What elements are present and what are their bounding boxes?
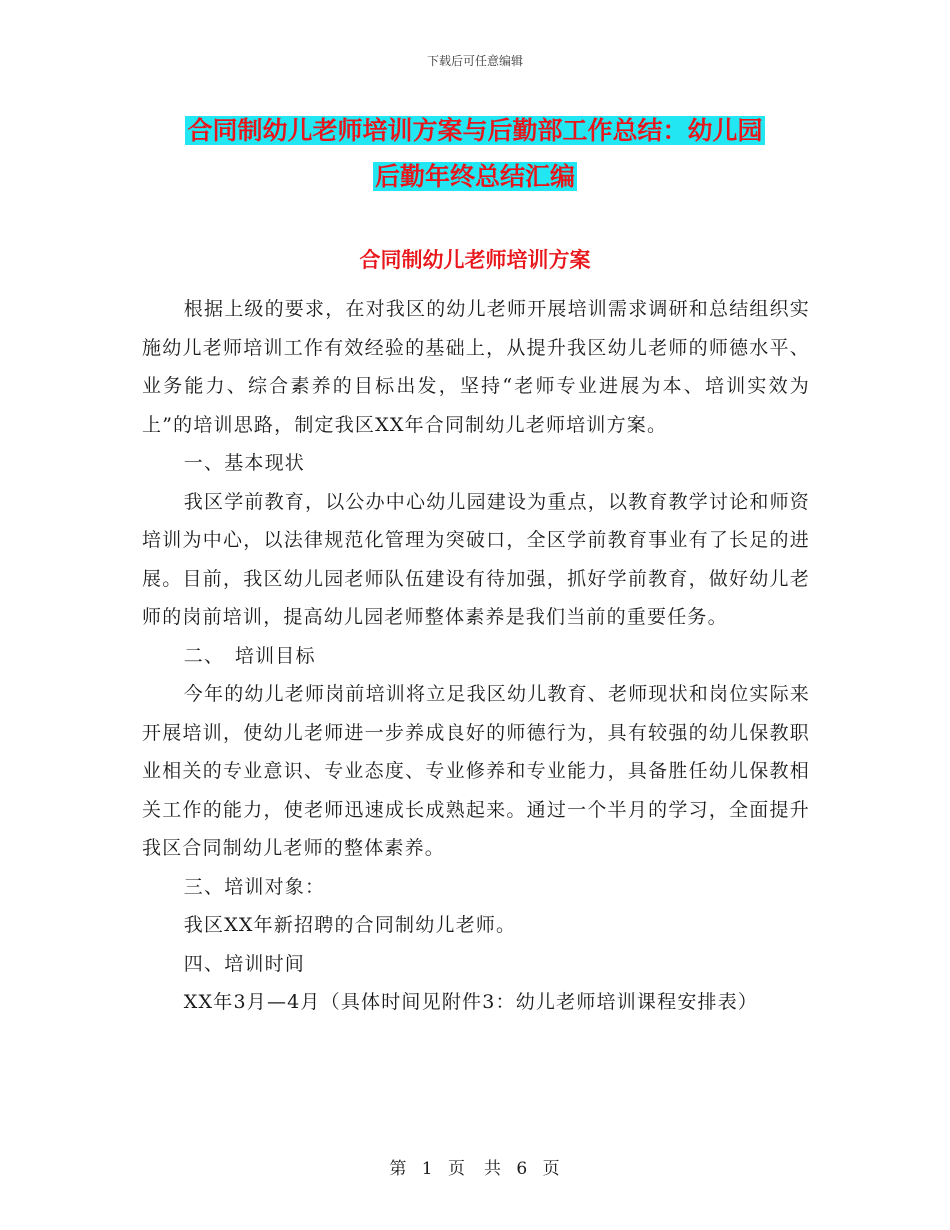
- heading-training-goal: 二、 培训目标: [183, 644, 316, 667]
- main-title-line1: 合同制幼儿老师培训方案与后勤部工作总结：幼儿园: [187, 116, 763, 145]
- footer-suffix: 页: [542, 1159, 561, 1179]
- section-title: 合同制幼儿老师培训方案: [359, 248, 591, 272]
- paragraph-training-time: XX年3月—4月（具体时间见附件3：幼儿老师培训课程安排表）: [183, 991, 759, 1013]
- paragraph-training-goal: 今年的幼儿老师岗前培训将立足我区幼儿教育、老师现状和岗位实际来开展培训，使幼儿老师进一步养成良好的师德行为，具有较强的幼儿保教职业相关的专业意识、专业态度、专业修养和专业能力，具备胜任幼儿保教相关工作的能力，使老师迅速成长成熟起来。通过一个半月的学习，全面提升我区合同制幼儿老师的整体素养。: [142, 683, 810, 859]
- footer-prefix: 第: [389, 1159, 408, 1179]
- footer-middle: 页 共: [448, 1159, 502, 1179]
- page-footer: [0, 1154, 950, 1179]
- footer-total-pages: 6: [516, 1159, 529, 1179]
- heading-training-time: 四、培训时间: [183, 952, 305, 975]
- heading-basic-status: 一、基本现状: [183, 452, 305, 474]
- paragraph-basic-status: 我区学前教育，以公办中心幼儿园建设为重点，以教育教学讨论和师资培训为中心，以法律规范化管理为突破口，全区学前教育事业有了长足的进展。目前，我区幼儿园老师队伍建设有待加强，抓好学前教育，做好幼儿老师的岗前培训，提高幼儿园老师整体素养是我们当前的重要任务。: [142, 490, 810, 628]
- paragraph-intro: 根据上级的要求，在对我区的幼儿老师开展培训需求调研和总结组织实施幼儿老师培训工作有效经验的基础上，从提升我区幼儿老师的师德水平、业务能力、综合素养的目标出发，坚持“老师专业进展为本、培训实效为上”的培训思路，制定我区XX年合同制幼儿老师培训方案。: [142, 298, 810, 436]
- heading-training-target: 三、培训对象：: [183, 875, 326, 898]
- main-title: [140, 108, 810, 200]
- paragraph-training-target: 我区XX年新招聘的合同制幼儿老师。: [183, 914, 517, 936]
- document-body: [142, 290, 810, 1022]
- main-title-line2: 后勤年终总结汇编: [374, 162, 575, 191]
- footer-page-number: 1: [421, 1159, 434, 1179]
- header-note: 下载后可任意编辑: [426, 54, 523, 68]
